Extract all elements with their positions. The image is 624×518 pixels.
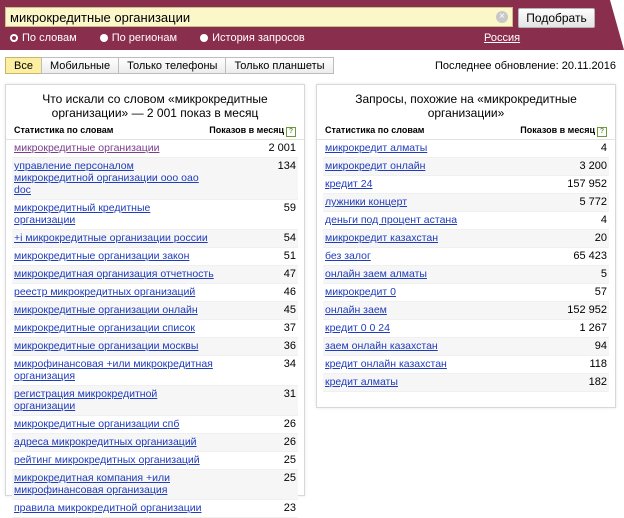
query-link[interactable]: микрокредит 0 [325,286,396,298]
impressions-count: 134 [277,160,296,172]
col-count [520,125,607,137]
impressions-count: 46 [283,286,296,298]
table-row [12,434,298,452]
table-row [12,452,298,470]
top-bar [0,0,624,50]
radio-label: По регионам [111,32,178,44]
impressions-count: 4 [600,214,607,226]
table-row [323,374,609,392]
radio-icon [100,34,108,42]
query-link[interactable]: кредит алматы [325,376,398,388]
table-row [323,194,609,212]
radio-selected-icon [10,34,18,42]
impressions-count: 65 423 [573,250,607,262]
query-link[interactable]: лужники концерт [325,196,408,208]
impressions-count: 51 [283,250,296,262]
impressions-count: 36 [283,340,296,352]
table-row [12,470,298,500]
query-link[interactable]: микрокредит алматы [325,142,428,154]
table-row [12,416,298,434]
impressions-count: 26 [283,418,296,430]
help-icon[interactable]: ? [597,127,607,137]
table-row [12,248,298,266]
impressions-count: 45 [283,304,296,316]
query-link[interactable]: регистрация микрокредитной организации [14,388,158,412]
impressions-count: 3 200 [579,160,607,172]
device-tabs [5,57,333,74]
col-query: Статистика по словам [14,125,114,135]
table-header [6,122,304,140]
left-rows [6,140,304,518]
query-link[interactable]: микрокредитные организации [14,142,160,154]
query-link[interactable]: онлайн заем [325,304,387,316]
table-row [12,266,298,284]
query-link[interactable]: микрокредит онлайн [325,160,426,172]
impressions-count: 157 952 [567,178,607,190]
impressions-count: 37 [283,322,296,334]
query-link[interactable]: без залог [325,250,371,262]
impressions-count: 152 952 [567,304,607,316]
table-row [323,176,609,194]
table-row [12,386,298,416]
table-row [12,338,298,356]
panel-title: Что искали со словом «микрокредитные организации» — 2 001 показ в месяц [42,92,268,120]
query-link[interactable]: кредит 0 0 24 [325,322,390,334]
query-link[interactable]: правила микрокредитной организации [14,502,202,514]
tab-tablets[interactable]: Только планшеты [225,57,333,74]
help-icon[interactable]: ? [286,127,296,137]
impressions-count: 1 267 [579,322,607,334]
query-link[interactable]: микрофинансовая +или микрокредитная организация [14,358,213,382]
search-mode-group [10,32,325,44]
table-row [323,158,609,176]
impressions-count: 54 [283,232,296,244]
query-link[interactable]: рейтинг микрокредитных организаций [14,454,200,466]
tab-phones[interactable]: Только телефоны [118,57,226,74]
table-row [323,356,609,374]
query-link[interactable]: адреса микрокредитных организаций [14,436,197,448]
impressions-count: 94 [594,340,607,352]
impressions-count: 26 [283,436,296,448]
last-update: Последнее обновление: 20.11.2016 [434,60,616,72]
impressions-count: 5 [600,268,607,280]
radio-label: По словам [22,32,77,44]
table-row [12,230,298,248]
query-link[interactable]: микрокредитные организации спб [14,418,180,430]
table-row [323,266,609,284]
query-link[interactable]: микрокредитная организация отчетность [14,268,214,280]
query-link[interactable]: микрокредитные организации онлайн [14,304,198,316]
query-link[interactable]: микрокредитные организации закон [14,250,190,262]
impressions-count: 34 [283,358,296,370]
col-query: Статистика по словам [325,125,425,135]
table-row [323,302,609,320]
table-row [12,320,298,338]
table-row [12,284,298,302]
impressions-count: 57 [594,286,607,298]
impressions-count: 25 [283,472,296,484]
query-link[interactable]: микрокредитная компания +или микрофинансовая организация [14,472,170,496]
tab-mobile[interactable]: Мобильные [41,57,119,74]
query-link[interactable]: онлайн заем алматы [325,268,427,280]
table-row [12,500,298,518]
query-link[interactable]: кредит онлайн казахстан [325,358,447,370]
impressions-count: 118 [589,358,607,370]
table-row [323,338,609,356]
right-panel [316,84,616,408]
query-link[interactable]: реестр микрокредитных организаций [14,286,196,298]
radio-by-words[interactable] [10,32,77,44]
impressions-count: 59 [283,202,296,214]
col-count [209,125,296,137]
table-row [12,302,298,320]
table-row [12,158,298,200]
table-row [323,212,609,230]
impressions-count: 47 [283,268,296,280]
query-link[interactable]: +i микрокредитные организации россии [14,232,208,244]
radio-icon [200,34,208,42]
query-link[interactable]: заем онлайн казахстан [325,340,438,352]
radio-history[interactable] [200,32,305,44]
region-link[interactable]: Россия [484,32,521,44]
query-link[interactable]: управление персоналом микрокредитной организации ооо оао doc [14,160,199,196]
impressions-count: 25 [283,454,296,466]
query-link[interactable]: микрокредитные организации москвы [14,340,199,352]
clear-icon[interactable]: × [496,11,508,23]
impressions-count: 182 [588,376,607,388]
impressions-count: 20 [594,232,607,244]
query-link[interactable]: деньги под процент астана [325,214,458,226]
query-link[interactable]: микрокредитные организации список [14,322,196,334]
table-row [323,284,609,302]
table-row [12,140,298,158]
search-input[interactable] [6,8,494,26]
table-row [323,230,609,248]
impressions-count: 4 [600,142,607,154]
table-row [12,200,298,230]
find-button[interactable]: Подобрать [518,8,595,28]
search-box[interactable] [5,7,513,27]
panel-title: Запросы, похожие на «микрокредитные организации» [355,92,577,120]
right-rows [317,140,615,392]
col-count-label: Показов в месяц [209,125,284,135]
impressions-count: 5 772 [579,196,607,208]
tab-all[interactable]: Все [5,57,42,74]
table-row [323,320,609,338]
col-count-label: Показов в месяц [520,125,595,135]
table-header [317,122,615,140]
query-link[interactable]: микрокредитный кредитные организации [14,202,151,226]
impressions-count: 23 [283,502,296,514]
header-notch [610,0,624,50]
left-panel [5,84,305,514]
query-link[interactable]: микрокредит казахстан [325,232,439,244]
table-row [12,356,298,386]
query-link[interactable]: кредит 24 [325,178,373,190]
radio-label: История запросов [212,32,305,44]
table-row [323,248,609,266]
impressions-count: 2 001 [268,142,296,154]
impressions-count: 31 [283,388,296,400]
radio-by-regions[interactable] [100,32,177,44]
table-row [323,140,609,158]
